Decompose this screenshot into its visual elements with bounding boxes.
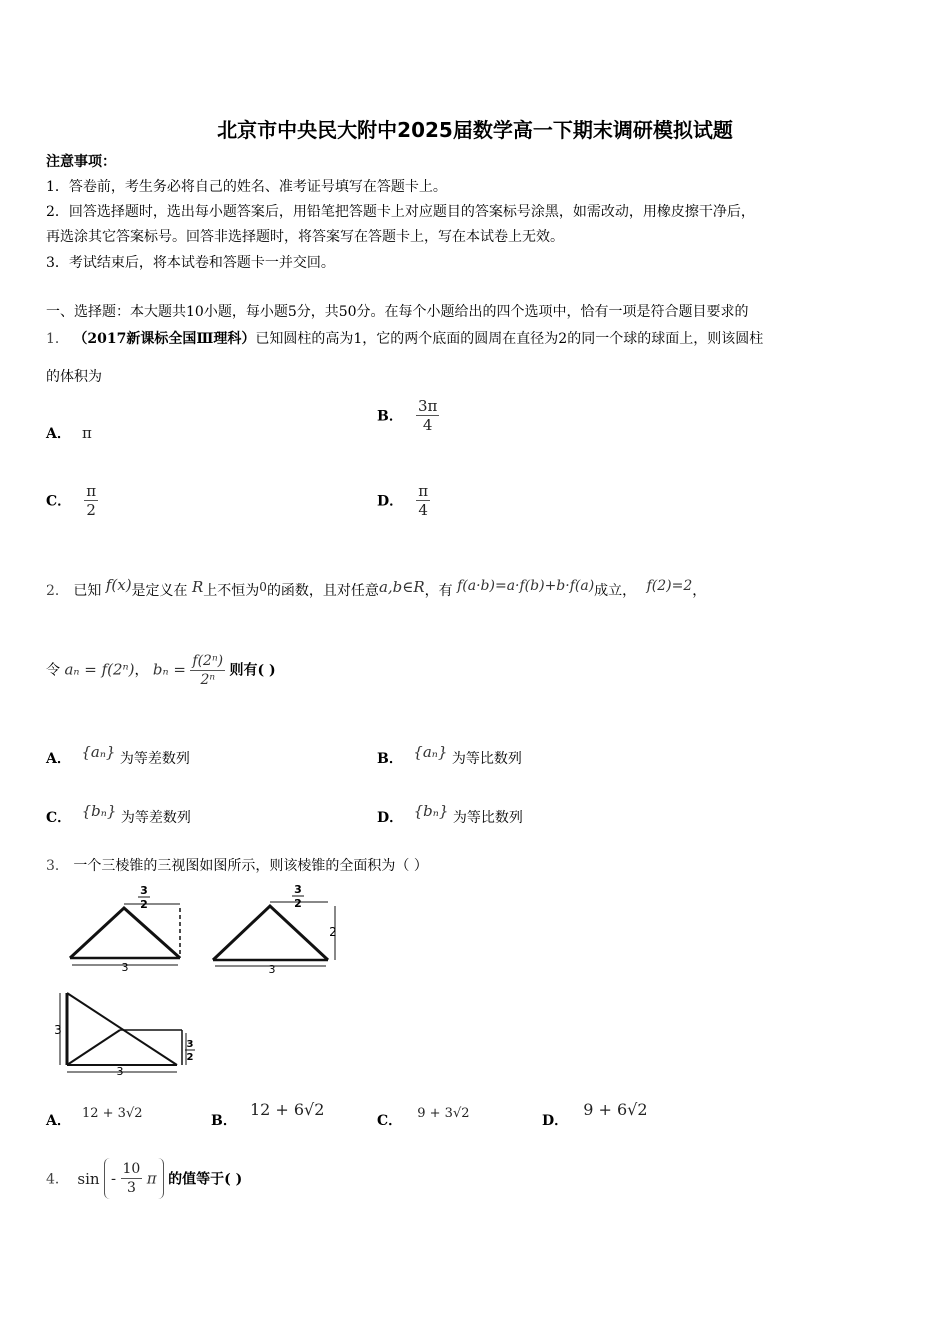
math-equation: f(a·b)=a·f(b)+b·f(a) bbox=[457, 578, 595, 594]
fraction bbox=[416, 482, 430, 519]
side-view bbox=[213, 902, 335, 966]
option-a[interactable] bbox=[46, 1102, 143, 1130]
option-text: 为等比数列 bbox=[452, 810, 523, 826]
top-view bbox=[60, 993, 186, 1072]
option-text: 为等比数列 bbox=[451, 751, 522, 767]
question-text: 则有( ) bbox=[229, 662, 276, 679]
fraction bbox=[121, 1160, 143, 1197]
dim-label: 3 bbox=[121, 961, 129, 974]
option-label: A． bbox=[46, 426, 71, 442]
math-pi: π bbox=[146, 1169, 157, 1188]
math-zero: 0 bbox=[259, 580, 267, 594]
dim-label: 3 bbox=[54, 1023, 62, 1037]
page-title: 北京市中央民大附中2025届数学高一下期末调研模拟试题 bbox=[217, 118, 733, 142]
numerator: 10 bbox=[122, 1161, 141, 1177]
option-c[interactable] bbox=[377, 1102, 470, 1130]
option-value: 12 + 6√2 bbox=[249, 1100, 325, 1119]
option-text: 为等差数列 bbox=[119, 751, 190, 767]
fraction bbox=[416, 397, 439, 434]
denominator: 2ⁿ bbox=[200, 672, 216, 688]
question-text: 一个三棱锥的三视图如图所示，则该棱锥的全面积为（ ） bbox=[73, 858, 428, 874]
side-view-triangle bbox=[213, 906, 328, 960]
option-value: π bbox=[81, 424, 92, 442]
option-seq: {bₙ} bbox=[413, 802, 449, 820]
option-c[interactable] bbox=[46, 482, 98, 519]
dim-label: 3 bbox=[116, 1065, 124, 1078]
option-a[interactable] bbox=[46, 743, 190, 768]
math-paren-group bbox=[104, 1158, 164, 1199]
option-label: A． bbox=[46, 1113, 71, 1129]
math-sin: sin bbox=[77, 1169, 100, 1188]
question-text: 已知 bbox=[73, 583, 102, 599]
option-d[interactable] bbox=[542, 1100, 648, 1130]
math-f2: f(2)=2 bbox=[646, 578, 693, 594]
question-text: ， bbox=[692, 583, 707, 599]
notice-item: 2．回答选择题时，选出每小题答案后，用铅笔把答题卡上对应题目的答案标号涂黑，如需改动，用橡皮擦干净后， bbox=[46, 204, 755, 220]
option-b[interactable] bbox=[377, 397, 439, 434]
dim-label: 2 bbox=[186, 1052, 194, 1063]
denominator: 2 bbox=[86, 501, 96, 519]
notice-item: 3．考试结束后，将本试卷和答题卡一并交回。 bbox=[46, 255, 335, 271]
question-number: 2． bbox=[46, 583, 69, 599]
question-number: 4． bbox=[46, 1171, 69, 1188]
front-view bbox=[70, 904, 180, 965]
dim-label: 2 bbox=[294, 897, 302, 910]
dim-label: 3 bbox=[186, 1039, 194, 1050]
question-text: 令 bbox=[46, 662, 60, 679]
option-d[interactable] bbox=[377, 482, 430, 519]
option-value: 9 + 3√2 bbox=[417, 1106, 470, 1121]
front-view-triangle bbox=[70, 908, 180, 958]
math-fx: f(x) bbox=[105, 576, 132, 594]
option-label: C． bbox=[46, 810, 72, 826]
denominator: 4 bbox=[418, 501, 428, 519]
question-1 bbox=[46, 328, 763, 348]
notice-item: 1．答卷前，考生务必将自己的姓名、准考证号填写在答题卡上。 bbox=[46, 179, 447, 195]
option-label: B． bbox=[377, 751, 403, 767]
notice-item: 再选涂其它答案标号。回答非选择题时，将答案写在答题卡上，写在本试卷上无效。 bbox=[46, 229, 564, 245]
dim-label: 2 bbox=[329, 925, 337, 939]
option-a[interactable] bbox=[46, 423, 92, 443]
question-2 bbox=[46, 576, 706, 600]
three-view-figure bbox=[50, 880, 370, 1080]
section-heading: 一、选择题：本大题共10小题，每小题5分，共50分。在每个小题给出的四个选项中，恰有一项是符合题目要求的 bbox=[46, 304, 749, 320]
numerator: π bbox=[418, 482, 429, 500]
question-source: （2017新课标全国Ⅲ理科） bbox=[73, 331, 256, 347]
question-3 bbox=[46, 855, 428, 875]
question-text: 的函数，且对任意 bbox=[266, 583, 379, 599]
option-label: C． bbox=[377, 1113, 403, 1129]
denominator: 3 bbox=[126, 1180, 136, 1196]
math-minus: - bbox=[110, 1169, 117, 1188]
dim-label: 3 bbox=[294, 883, 302, 896]
question-text: 成立， bbox=[594, 583, 637, 599]
fraction bbox=[84, 482, 98, 519]
option-text: 为等差数列 bbox=[120, 810, 191, 826]
option-label: D． bbox=[377, 493, 404, 510]
option-seq: {aₙ} bbox=[413, 743, 448, 761]
question-text-cont: 的体积为 bbox=[46, 369, 102, 385]
math-an: aₙ = f(2ⁿ) bbox=[64, 660, 135, 679]
question-text: ， bbox=[134, 662, 149, 679]
option-d[interactable] bbox=[377, 802, 523, 827]
fraction bbox=[190, 652, 225, 689]
question-number: 1． bbox=[46, 331, 69, 347]
option-label: D． bbox=[377, 810, 404, 826]
math-ab: a,b∈R bbox=[378, 578, 425, 596]
question-2-line2 bbox=[46, 652, 276, 689]
question-text: 是定义在 bbox=[131, 583, 188, 599]
question-number: 3． bbox=[46, 858, 69, 874]
dim-label: 3 bbox=[140, 884, 148, 897]
math-R: R bbox=[192, 578, 204, 596]
notice-heading: 注意事项： bbox=[46, 154, 116, 170]
numerator: π bbox=[86, 482, 97, 500]
option-value: 12 + 3√2 bbox=[81, 1106, 143, 1121]
option-b[interactable] bbox=[377, 743, 522, 768]
option-label: D． bbox=[542, 1113, 569, 1129]
option-c[interactable] bbox=[46, 802, 191, 827]
option-seq: {aₙ} bbox=[81, 743, 116, 761]
option-label: C． bbox=[46, 493, 72, 510]
question-text: ，有 bbox=[424, 583, 453, 599]
option-value: 9 + 6√2 bbox=[583, 1100, 648, 1119]
math-bn-lhs: bₙ = bbox=[152, 660, 186, 679]
numerator: f(2ⁿ) bbox=[192, 653, 224, 669]
option-label: A． bbox=[46, 751, 71, 767]
question-text: 上不恒为 bbox=[203, 583, 260, 599]
option-label: B． bbox=[211, 1113, 237, 1129]
dim-label: 2 bbox=[140, 898, 148, 911]
numerator: 3π bbox=[417, 397, 438, 415]
top-view-edge bbox=[67, 1030, 120, 1065]
denominator: 4 bbox=[422, 416, 433, 434]
question-text: 已知圆柱的高为1，它的两个底面的圆周在直径为2的同一个球的球面上，则该圆柱 bbox=[255, 331, 764, 347]
question-text: 的值等于( ) bbox=[168, 1171, 243, 1188]
option-seq: {bₙ} bbox=[81, 802, 117, 820]
option-b[interactable] bbox=[211, 1100, 324, 1130]
question-4 bbox=[46, 1158, 242, 1199]
dim-label: 3 bbox=[268, 963, 276, 976]
option-label: B． bbox=[377, 408, 403, 425]
